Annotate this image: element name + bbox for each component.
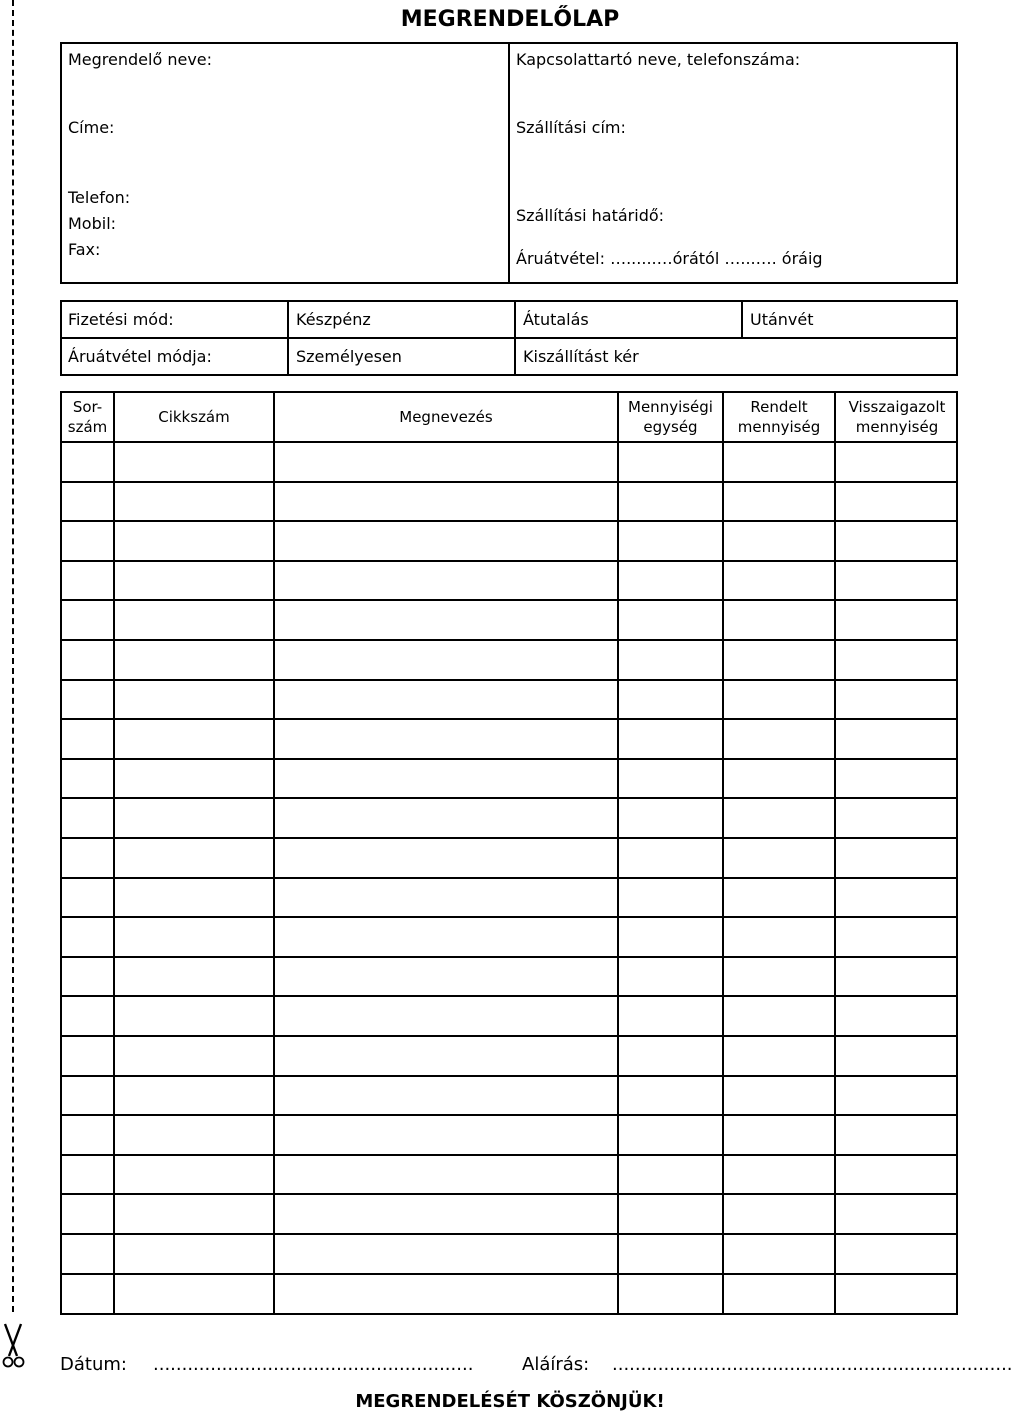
table-col-divider bbox=[617, 391, 619, 1315]
col-header-cikkszam bbox=[115, 393, 273, 441]
col-header-text: Cikkszám bbox=[158, 408, 230, 426]
table-col-divider bbox=[834, 391, 836, 1315]
payment-col-divider-3 bbox=[741, 300, 743, 338]
payment-option-cash[interactable]: Készpénz bbox=[296, 310, 371, 329]
payment-col-divider-1 bbox=[287, 300, 289, 376]
table-row-line bbox=[60, 1075, 958, 1077]
table-row-line bbox=[60, 599, 958, 601]
signature-label: Aláírás: bbox=[522, 1354, 590, 1375]
col-header-mennyisegi-egyseg bbox=[619, 393, 722, 441]
contact-label: Kapcsolattartó neve, telefonszáma: bbox=[516, 50, 801, 69]
table-row-line bbox=[60, 481, 958, 483]
table-row-line bbox=[60, 916, 958, 918]
table-row-line bbox=[60, 995, 958, 997]
date-field[interactable]: ........................................................ bbox=[153, 1354, 474, 1375]
receipt-option-personal[interactable]: Személyesen bbox=[296, 347, 402, 366]
shipping-deadline-label: Szállítási határidő: bbox=[516, 206, 665, 225]
col-header-text: Rendelt mennyiség bbox=[737, 398, 821, 436]
payment-option-transfer[interactable]: Átutalás bbox=[523, 310, 589, 329]
date-label: Dátum: bbox=[60, 1354, 127, 1375]
form-title: MEGRENDELŐLAP bbox=[400, 7, 620, 32]
col-header-text: Mennyiségi egység bbox=[628, 398, 713, 436]
customer-mobile-label: Mobil: bbox=[68, 214, 117, 233]
table-row-line bbox=[60, 1233, 958, 1235]
table-row-line bbox=[60, 639, 958, 641]
receipt-method-label: Áruátvétel módja: bbox=[68, 347, 212, 366]
payment-box-divider bbox=[60, 337, 958, 339]
payment-option-cod[interactable]: Utánvét bbox=[750, 310, 814, 329]
col-header-text: Sor- szám bbox=[67, 398, 108, 436]
table-col-divider bbox=[113, 391, 115, 1315]
scissors-icon bbox=[0, 1322, 28, 1372]
cut-line bbox=[12, 0, 14, 1312]
payment-col-divider-2 bbox=[514, 300, 516, 376]
table-row-line bbox=[60, 560, 958, 562]
table-header-line bbox=[60, 441, 958, 443]
customer-box-divider bbox=[508, 42, 510, 284]
table-col-divider bbox=[722, 391, 724, 1315]
col-header-text: Megnevezés bbox=[399, 408, 493, 426]
table-row-line bbox=[60, 877, 958, 879]
col-header-visszaigazolt-mennyiseg bbox=[836, 393, 958, 441]
customer-name-label: Megrendelő neve: bbox=[68, 50, 213, 69]
table-row-line bbox=[60, 679, 958, 681]
payment-method-label: Fizetési mód: bbox=[68, 310, 174, 329]
table-row-line bbox=[60, 1154, 958, 1156]
table-row-line bbox=[60, 718, 958, 720]
receipt-option-delivery[interactable]: Kiszállítást kér bbox=[523, 347, 639, 366]
table-row-line bbox=[60, 1035, 958, 1037]
customer-address-label: Címe: bbox=[68, 118, 115, 137]
col-header-sorszam bbox=[62, 393, 113, 441]
table-row-line bbox=[60, 1193, 958, 1195]
receipt-time-line: Áruátvétel: …......…órától …...…. óráig bbox=[516, 249, 823, 268]
table-row-line bbox=[60, 1114, 958, 1116]
table-row-line bbox=[60, 758, 958, 760]
table-row-line bbox=[60, 797, 958, 799]
col-header-rendelt-mennyiseg bbox=[724, 393, 834, 441]
table-row-line bbox=[60, 520, 958, 522]
table-row-line bbox=[60, 837, 958, 839]
shipping-address-label: Szállítási cím: bbox=[516, 118, 626, 137]
table-col-divider bbox=[273, 391, 275, 1315]
col-header-text: Visszaigazolt mennyiség bbox=[848, 398, 946, 436]
table-row-line bbox=[60, 956, 958, 958]
signature-field[interactable]: ...................................................................... bbox=[612, 1354, 1013, 1375]
col-header-megnevezes bbox=[275, 393, 617, 441]
table-row-line bbox=[60, 1273, 958, 1275]
thank-you-text: MEGRENDELÉSÉT KÖSZÖNJÜK! bbox=[355, 1391, 665, 1412]
order-items-table bbox=[60, 391, 958, 1315]
customer-phone-label: Telefon: bbox=[68, 188, 131, 207]
customer-fax-label: Fax: bbox=[68, 240, 101, 259]
